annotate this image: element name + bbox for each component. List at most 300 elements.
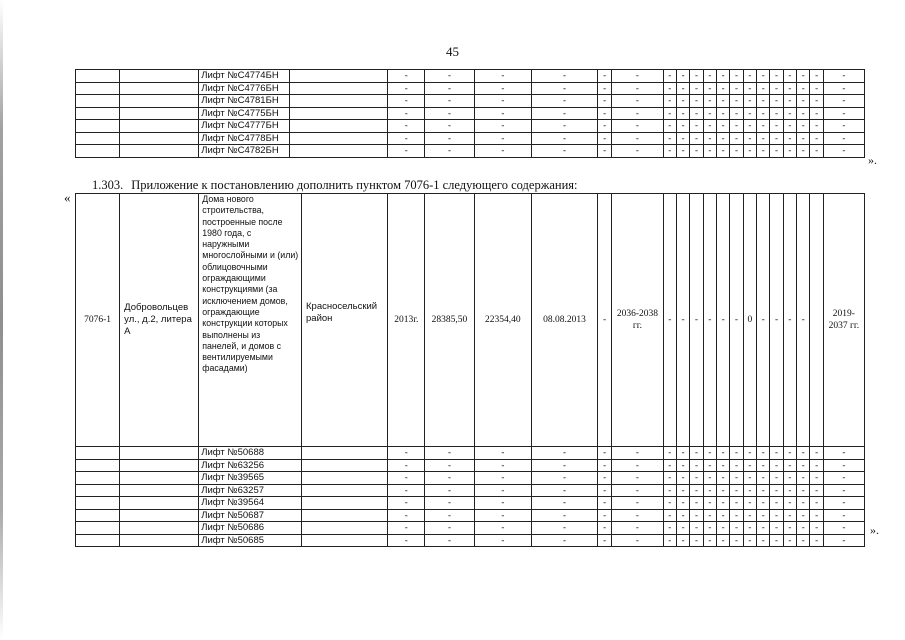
dash-cell: - <box>474 459 532 472</box>
dash-cell: - <box>690 107 703 120</box>
dash-cell: - <box>612 534 663 547</box>
dash-cell: - <box>743 120 756 133</box>
dash-cell: - <box>757 522 770 535</box>
dash-cell: - <box>770 82 783 95</box>
empty-cell <box>289 95 388 108</box>
dash-cell: - <box>770 120 783 133</box>
dash-cell: - <box>474 145 532 158</box>
dash-cell: - <box>783 447 796 460</box>
empty-cell <box>76 484 120 497</box>
dash-cell: - <box>743 484 756 497</box>
dash-cell: - <box>532 447 598 460</box>
dash-cell: - <box>388 132 425 145</box>
dash-cell: - <box>388 497 425 510</box>
empty-cell <box>76 534 120 547</box>
row-description: Дома нового строительства, построенные после 1980 года, с наружными многослойными и (или) облицовочными ограждающими конструкциями (за исключением домов, ограждающие конструкции которых выполнены из панелей, и домов с вентилируемыми фасадами) <box>199 194 302 447</box>
dash-cell: - <box>597 82 611 95</box>
empty-cell <box>120 95 199 108</box>
lift-row <box>76 459 865 472</box>
row-dash: - <box>730 194 743 447</box>
dash-cell: - <box>388 459 425 472</box>
dash-cell: - <box>612 107 663 120</box>
dash-cell: - <box>823 107 864 120</box>
dash-cell: - <box>743 522 756 535</box>
dash-cell: - <box>597 70 611 83</box>
dash-cell: - <box>797 459 810 472</box>
empty-cell <box>120 120 199 133</box>
dash-cell: - <box>770 534 783 547</box>
dash-cell: - <box>730 497 743 510</box>
dash-cell: - <box>810 534 823 547</box>
dash-cell: - <box>730 534 743 547</box>
empty-cell <box>302 534 388 547</box>
dash-cell: - <box>716 70 729 83</box>
lift-row <box>76 95 865 108</box>
dash-cell: - <box>597 120 611 133</box>
dash-cell: - <box>388 447 425 460</box>
dash-cell: - <box>743 497 756 510</box>
dash-cell: - <box>532 534 598 547</box>
empty-cell <box>302 522 388 535</box>
lift-row <box>76 132 865 145</box>
empty-cell <box>302 459 388 472</box>
dash-cell: - <box>783 459 796 472</box>
dash-cell: - <box>663 145 676 158</box>
dash-cell: - <box>425 447 474 460</box>
dash-cell: - <box>676 145 689 158</box>
dash-cell: - <box>783 145 796 158</box>
dash-cell: - <box>810 509 823 522</box>
dash-cell: - <box>783 472 796 485</box>
dash-cell: - <box>425 70 474 83</box>
row-dash: - <box>663 194 676 447</box>
dash-cell: - <box>797 132 810 145</box>
dash-cell: - <box>716 534 729 547</box>
dash-cell: - <box>474 447 532 460</box>
empty-cell <box>302 447 388 460</box>
empty-cell <box>120 145 199 158</box>
dash-cell: - <box>810 95 823 108</box>
dash-cell: - <box>532 82 598 95</box>
lift-row <box>76 107 865 120</box>
dash-cell: - <box>810 497 823 510</box>
dash-cell: - <box>612 70 663 83</box>
empty-cell <box>120 509 199 522</box>
dash-cell: - <box>703 120 716 133</box>
dash-cell: - <box>770 497 783 510</box>
empty-cell <box>76 145 120 158</box>
dash-cell: - <box>743 82 756 95</box>
dash-cell: - <box>597 145 611 158</box>
dash-cell: - <box>757 472 770 485</box>
dash-cell: - <box>797 107 810 120</box>
dash-cell: - <box>676 132 689 145</box>
dash-cell: - <box>757 509 770 522</box>
dash-cell: - <box>823 522 864 535</box>
empty-cell <box>120 132 199 145</box>
dash-cell: - <box>810 70 823 83</box>
dash-cell: - <box>676 509 689 522</box>
dash-cell: - <box>716 145 729 158</box>
dash-cell: - <box>474 120 532 133</box>
empty-cell <box>289 145 388 158</box>
empty-cell <box>120 484 199 497</box>
dash-cell: - <box>612 509 663 522</box>
lift-label: Лифт №50688 <box>199 447 302 460</box>
row-dash: - <box>597 194 611 447</box>
empty-cell <box>76 459 120 472</box>
dash-cell: - <box>663 472 676 485</box>
dash-cell: - <box>663 522 676 535</box>
dash-cell: - <box>690 497 703 510</box>
dash-cell: - <box>690 459 703 472</box>
dash-cell: - <box>690 120 703 133</box>
dash-cell: - <box>388 534 425 547</box>
dash-cell: - <box>690 132 703 145</box>
continuation-table <box>75 69 865 158</box>
empty-cell <box>289 107 388 120</box>
dash-cell: - <box>703 534 716 547</box>
dash-cell: - <box>474 82 532 95</box>
dash-cell: - <box>743 472 756 485</box>
dash-cell: - <box>597 484 611 497</box>
dash-cell: - <box>663 120 676 133</box>
dash-cell: - <box>532 509 598 522</box>
dash-cell: - <box>770 472 783 485</box>
dash-cell: - <box>810 447 823 460</box>
empty-cell <box>302 509 388 522</box>
lift-label: Лифт №С4777БН <box>199 120 289 133</box>
dash-cell: - <box>716 484 729 497</box>
row-dash: - <box>797 194 810 447</box>
dash-cell: - <box>676 522 689 535</box>
dash-cell: - <box>532 497 598 510</box>
row-period-2: 2019-2037 гг. <box>823 194 864 447</box>
dash-cell: - <box>703 522 716 535</box>
dash-cell: - <box>770 447 783 460</box>
dash-cell: - <box>388 107 425 120</box>
lift-label: Лифт №С4774БН <box>199 70 289 83</box>
dash-cell: - <box>388 70 425 83</box>
dash-cell: - <box>663 509 676 522</box>
dash-cell: - <box>690 447 703 460</box>
row-year: 2013г. <box>388 194 425 447</box>
dash-cell: - <box>823 447 864 460</box>
dash-cell: - <box>703 447 716 460</box>
dash-cell: - <box>676 447 689 460</box>
dash-cell: - <box>474 497 532 510</box>
dash-cell: - <box>797 534 810 547</box>
lift-row <box>76 484 865 497</box>
dash-cell: - <box>474 484 532 497</box>
dash-cell: - <box>783 534 796 547</box>
dash-cell: - <box>532 70 598 83</box>
dash-cell: - <box>716 497 729 510</box>
dash-cell: - <box>425 95 474 108</box>
scan-edge-shadow <box>0 0 3 640</box>
dash-cell: - <box>663 497 676 510</box>
dash-cell: - <box>743 107 756 120</box>
row-dash: - <box>703 194 716 447</box>
dash-cell: - <box>783 484 796 497</box>
row-area-total: 28385,50 <box>425 194 474 447</box>
dash-cell: - <box>425 459 474 472</box>
dash-cell: - <box>388 522 425 535</box>
lift-row <box>76 120 865 133</box>
dash-cell: - <box>663 534 676 547</box>
dash-cell: - <box>663 447 676 460</box>
dash-cell: - <box>425 145 474 158</box>
row-empty <box>810 194 823 447</box>
lift-row <box>76 509 865 522</box>
dash-cell: - <box>770 509 783 522</box>
dash-cell: - <box>663 95 676 108</box>
dash-cell: - <box>743 145 756 158</box>
dash-cell: - <box>823 70 864 83</box>
dash-cell: - <box>690 145 703 158</box>
dash-cell: - <box>757 132 770 145</box>
row-area-living: 22354,40 <box>474 194 532 447</box>
dash-cell: - <box>770 459 783 472</box>
dash-cell: - <box>612 145 663 158</box>
dash-cell: - <box>797 484 810 497</box>
dash-cell: - <box>783 70 796 83</box>
dash-cell: - <box>474 70 532 83</box>
dash-cell: - <box>676 484 689 497</box>
dash-cell: - <box>425 497 474 510</box>
dash-cell: - <box>474 534 532 547</box>
empty-cell <box>120 472 199 485</box>
dash-cell: - <box>730 447 743 460</box>
empty-cell <box>76 447 120 460</box>
dash-cell: - <box>743 132 756 145</box>
page-number: 45 <box>446 44 459 59</box>
dash-cell: - <box>388 472 425 485</box>
empty-cell <box>120 522 199 535</box>
dash-cell: - <box>757 70 770 83</box>
dash-cell: - <box>703 145 716 158</box>
dash-cell: - <box>770 70 783 83</box>
amendment-heading <box>92 178 578 193</box>
dash-cell: - <box>797 82 810 95</box>
dash-cell: - <box>532 145 598 158</box>
dash-cell: - <box>810 459 823 472</box>
dash-cell: - <box>474 95 532 108</box>
dash-cell: - <box>597 497 611 510</box>
empty-cell <box>289 70 388 83</box>
dash-cell: - <box>703 509 716 522</box>
dash-cell: - <box>823 120 864 133</box>
dash-cell: - <box>783 509 796 522</box>
empty-cell <box>120 459 199 472</box>
dash-cell: - <box>743 95 756 108</box>
dash-cell: - <box>612 484 663 497</box>
dash-cell: - <box>425 82 474 95</box>
dash-cell: - <box>823 497 864 510</box>
lift-label: Лифт №С4782БН <box>199 145 289 158</box>
lift-label: Лифт №С4778БН <box>199 132 289 145</box>
lift-row <box>76 70 865 83</box>
dash-cell: - <box>425 472 474 485</box>
dash-cell: - <box>676 82 689 95</box>
dash-cell: - <box>797 145 810 158</box>
dash-cell: - <box>770 145 783 158</box>
dash-cell: - <box>474 472 532 485</box>
dash-cell: - <box>823 145 864 158</box>
row-address: Добровольцев ул., д.2, литера А <box>120 194 199 447</box>
dash-cell: - <box>797 120 810 133</box>
row-dash: - <box>676 194 689 447</box>
row-period-1: 2036-2038 гг. <box>612 194 663 447</box>
opening-quote: « <box>64 190 71 205</box>
dash-cell: - <box>703 472 716 485</box>
row-dash: - <box>783 194 796 447</box>
dash-cell: - <box>757 447 770 460</box>
lift-row <box>76 145 865 158</box>
dash-cell: - <box>730 95 743 108</box>
dash-cell: - <box>425 132 474 145</box>
empty-cell <box>120 447 199 460</box>
dash-cell: - <box>730 120 743 133</box>
dash-cell: - <box>810 82 823 95</box>
empty-cell <box>302 497 388 510</box>
dash-cell: - <box>474 509 532 522</box>
dash-cell: - <box>757 459 770 472</box>
dash-cell: - <box>532 95 598 108</box>
dash-cell: - <box>823 509 864 522</box>
dash-cell: - <box>716 447 729 460</box>
dash-cell: - <box>716 107 729 120</box>
dash-cell: - <box>425 107 474 120</box>
dash-cell: - <box>703 95 716 108</box>
dash-cell: - <box>676 120 689 133</box>
dash-cell: - <box>676 534 689 547</box>
dash-cell: - <box>612 497 663 510</box>
empty-cell <box>76 509 120 522</box>
dash-cell: - <box>597 447 611 460</box>
dash-cell: - <box>597 534 611 547</box>
lift-row <box>76 447 865 460</box>
dash-cell: - <box>690 70 703 83</box>
empty-cell <box>120 534 199 547</box>
dash-cell: - <box>810 132 823 145</box>
lift-row <box>76 522 865 535</box>
dash-cell: - <box>823 534 864 547</box>
dash-cell: - <box>797 70 810 83</box>
dash-cell: - <box>757 145 770 158</box>
dash-cell: - <box>703 70 716 83</box>
dash-cell: - <box>797 447 810 460</box>
lift-row <box>76 534 865 547</box>
row-number: 7076-1 <box>76 194 120 447</box>
dash-cell: - <box>532 459 598 472</box>
dash-cell: - <box>716 132 729 145</box>
dash-cell: - <box>663 82 676 95</box>
empty-cell <box>289 82 388 95</box>
lift-label: Лифт №С4775БН <box>199 107 289 120</box>
dash-cell: - <box>425 522 474 535</box>
dash-cell: - <box>730 509 743 522</box>
dash-cell: - <box>612 472 663 485</box>
dash-cell: - <box>532 107 598 120</box>
closing-quote-bottom: ». <box>870 523 879 537</box>
closing-quote-top: ». <box>868 153 877 167</box>
dash-cell: - <box>797 95 810 108</box>
dash-cell: - <box>716 459 729 472</box>
dash-cell: - <box>388 120 425 133</box>
dash-cell: - <box>663 459 676 472</box>
dash-cell: - <box>770 484 783 497</box>
dash-cell: - <box>703 484 716 497</box>
dash-cell: - <box>730 459 743 472</box>
heading-text: Приложение к постановлению дополнить пунктом 7076-1 следующего содержания: <box>131 178 578 192</box>
dash-cell: - <box>597 459 611 472</box>
dash-cell: - <box>823 484 864 497</box>
empty-cell <box>120 82 199 95</box>
lift-label: Лифт №С4776БН <box>199 82 289 95</box>
dash-cell: - <box>730 522 743 535</box>
dash-cell: - <box>716 95 729 108</box>
dash-cell: - <box>703 497 716 510</box>
dash-cell: - <box>743 509 756 522</box>
dash-cell: - <box>676 497 689 510</box>
dash-cell: - <box>757 82 770 95</box>
dash-cell: - <box>425 509 474 522</box>
dash-cell: - <box>783 95 796 108</box>
empty-cell <box>76 95 120 108</box>
dash-cell: - <box>474 522 532 535</box>
lift-row <box>76 472 865 485</box>
dash-cell: - <box>474 132 532 145</box>
dash-cell: - <box>797 509 810 522</box>
dash-cell: - <box>597 107 611 120</box>
dash-cell: - <box>730 107 743 120</box>
dash-cell: - <box>810 472 823 485</box>
dash-cell: - <box>690 82 703 95</box>
dash-cell: - <box>612 120 663 133</box>
dash-cell: - <box>612 522 663 535</box>
dash-cell: - <box>783 132 796 145</box>
row-dash: - <box>690 194 703 447</box>
dash-cell: - <box>730 82 743 95</box>
dash-cell: - <box>690 472 703 485</box>
dash-cell: - <box>810 522 823 535</box>
dash-cell: - <box>770 522 783 535</box>
dash-cell: - <box>425 484 474 497</box>
dash-cell: - <box>716 472 729 485</box>
dash-cell: - <box>532 120 598 133</box>
dash-cell: - <box>612 459 663 472</box>
empty-cell <box>76 497 120 510</box>
dash-cell: - <box>690 509 703 522</box>
dash-cell: - <box>597 522 611 535</box>
lift-label: Лифт №63257 <box>199 484 302 497</box>
empty-cell <box>76 107 120 120</box>
dash-cell: - <box>676 95 689 108</box>
lift-row <box>76 82 865 95</box>
dash-cell: - <box>716 509 729 522</box>
dash-cell: - <box>730 472 743 485</box>
dash-cell: - <box>676 472 689 485</box>
lift-label: Лифт №С4781БН <box>199 95 289 108</box>
empty-cell <box>289 132 388 145</box>
dash-cell: - <box>703 107 716 120</box>
dash-cell: - <box>612 132 663 145</box>
dash-cell: - <box>823 459 864 472</box>
dash-cell: - <box>757 120 770 133</box>
dash-cell: - <box>388 145 425 158</box>
dash-cell: - <box>703 459 716 472</box>
